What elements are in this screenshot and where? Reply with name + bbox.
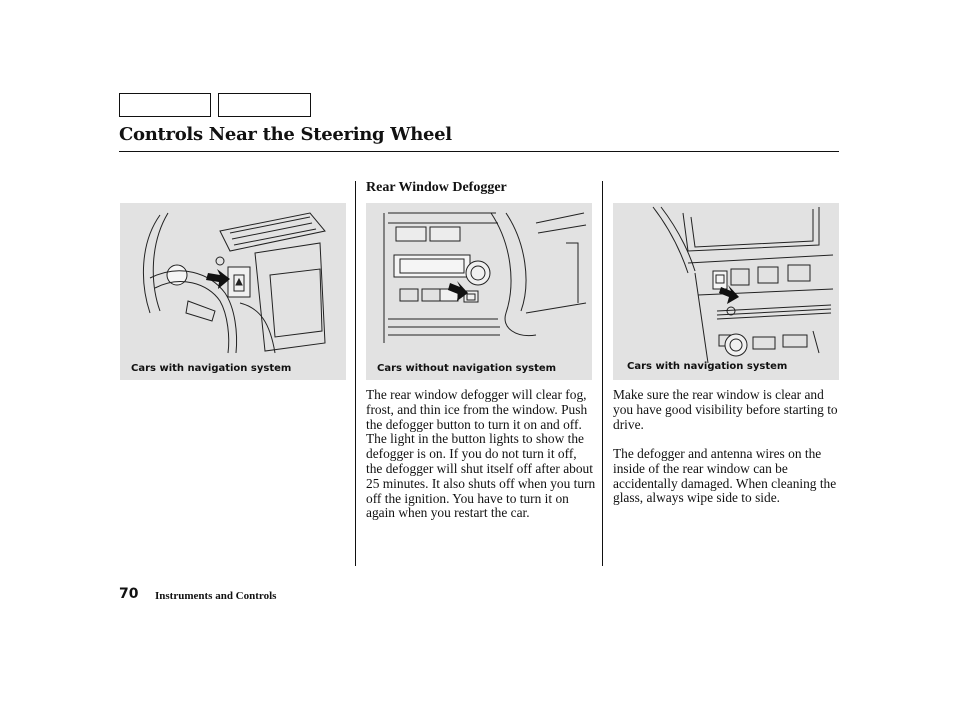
visibility-paragraph: Make sure the rear window is clear and you have good visibility before starting to drive. xyxy=(613,387,838,432)
figure-caption: Cars without navigation system xyxy=(377,363,557,374)
defogger-paragraph: The rear window defogger will clear fog, frost, and thin ice from the window. Push the defogger button to turn it on and off. The light in the button lights to show the defogger is on. If you do not turn it off, the defogger will shut itself off after about 25 minutes. It also shuts off when you turn off the ignition. You have to turn it on again when you restart the car. xyxy=(366,387,596,521)
dash-illustration-1 xyxy=(120,203,346,380)
pointer-arrow-icon xyxy=(206,269,230,289)
figure-caption: Cars with navigation system xyxy=(627,361,788,372)
column-divider-2 xyxy=(602,181,603,566)
figure-dash-with-navigation-left xyxy=(120,203,346,380)
figure-caption: Cars with navigation system xyxy=(131,363,292,374)
header-tab-box-1 xyxy=(119,93,211,117)
figure-panel-with-navigation-right xyxy=(613,203,839,380)
wires-caution-paragraph: The defogger and antenna wires on the inside of the rear window can be accidentally damaged. When cleaning the glass, always wipe side to side. xyxy=(613,446,837,506)
dash-illustration-2 xyxy=(366,203,592,380)
pointer-arrow-icon xyxy=(719,285,739,304)
title-rule xyxy=(119,151,839,152)
section-heading: Rear Window Defogger xyxy=(366,180,507,195)
figure-console-without-navigation xyxy=(366,203,592,380)
column-divider-1 xyxy=(355,181,356,566)
dash-illustration-3 xyxy=(613,203,839,380)
header-tab-box-2 xyxy=(218,93,311,117)
footer-section-label: Instruments and Controls xyxy=(155,590,277,602)
page-number: 70 xyxy=(119,586,139,602)
page-title: Controls Near the Steering Wheel xyxy=(119,124,452,145)
